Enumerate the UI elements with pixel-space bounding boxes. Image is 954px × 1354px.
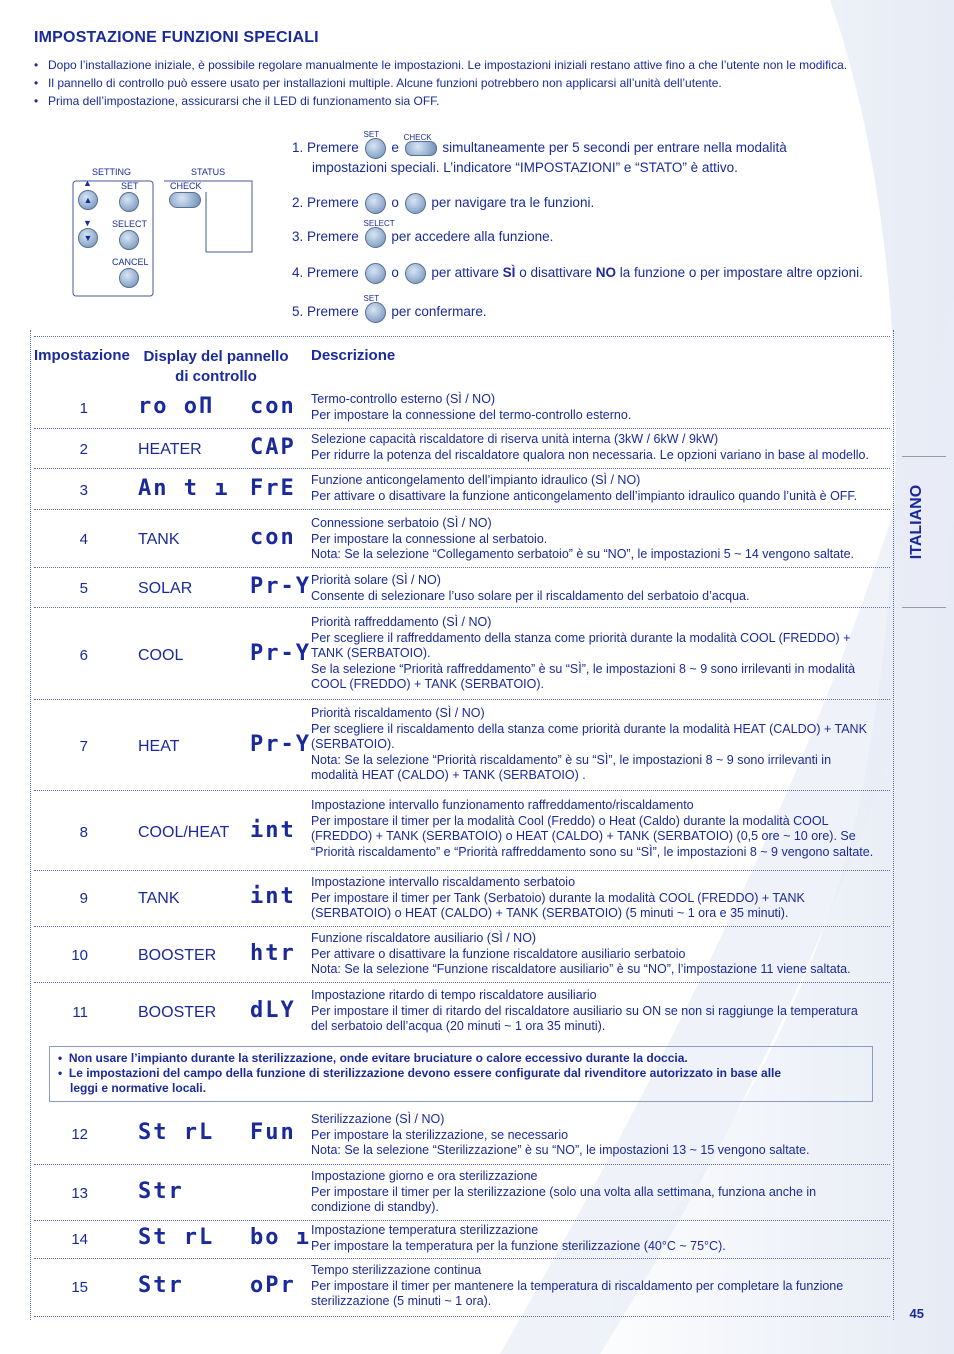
language-tab [902,456,946,608]
description-line: Per impostare il timer per Tank (Serbatoio) durante la modalità COOL (FREDDO) + TANK [311,890,805,905]
description-line: Per impostare il timer per la sterilizzazione (solo una volta alla settimana, funziona anche in [311,1184,817,1199]
row-separator [34,1258,890,1259]
setting-number: 9 [79,890,88,907]
bullet-1: • Dopo l’installazione iniziale, è possibile regolare manualmente le impostazioni. Le impostazioni iniziali restano attive fino a che l’utente non le modifica. [34,58,848,72]
description-line: TANK (SERBATOIO). [311,646,431,660]
header-display: Display del pannello di controllo [143,348,289,385]
description-line: Impostazione temperatura sterilizzazione [311,1223,539,1237]
up-button-icon [365,193,386,214]
display-label: SOLAR [138,580,193,597]
lcd-display-right: con [250,525,296,550]
down-button-icon [405,263,426,284]
description-line: Per impostare il timer di ritardo del riscaldatore ausiliario su ON se non si raggiunge la temperatura [311,1003,858,1018]
description-line: Per impostare la temperatura per la funzione sterilizzazione (40°C ~ 75°C). [311,1238,726,1253]
lcd-display-right: oPr [250,1273,296,1298]
step-5: 5. Premere SET per confermare. [292,302,912,323]
set-button-icon: SET [365,138,386,159]
description-line: condizione di standby). [311,1200,439,1214]
up-button-icon [365,263,386,284]
description-line: Nota: Se la selezione “Sterilizzazione” è su “NO”, le impostazioni 13 ~ 15 vengono saltate. [311,1143,810,1157]
page-number: 45 [909,1306,924,1321]
row-description [311,1169,891,1216]
lcd-display-right: Fun [250,1120,296,1145]
row-description [311,1223,891,1254]
section-title: IMPOSTAZIONE FUNZIONI SPECIALI [34,29,319,46]
setting-number: 8 [79,823,88,841]
description-line: (SERBATOIO). [311,737,395,751]
row-description [311,432,891,463]
row-description [311,875,891,922]
header-description: Descrizione [311,347,396,364]
description-line: Sterilizzazione (SÌ / NO) [311,1112,445,1126]
setting-number: 15 [71,1279,88,1296]
description-line: Priorità raffreddamento (SÌ / NO) [311,615,492,629]
row-separator [34,982,890,983]
row-separator [34,1164,890,1165]
display-label: HEAT [138,738,180,755]
row-separator [34,607,890,608]
display-label: TANK [138,890,180,907]
setting-number: 5 [79,580,88,597]
lcd-display-right: bo ı [250,1224,311,1250]
down-button-icon [405,193,426,214]
display-label: COOL/HEAT [138,823,230,841]
row-separator [34,699,890,700]
step-3: 3. Premere SELECT per accedere alla funzione. [292,227,912,248]
down-arrow-icon: ▼ [83,218,92,228]
description-line: Per impostare la connessione del termo-controllo esterno. [311,407,632,422]
row-description [311,1263,891,1310]
description-line: Per attivare o disattivare la funzione riscaldatore ausiliario serbatoio [311,946,686,961]
description-line: (SERBATOIO) o HEAT (CALDO) + TANK (SERBATOIO) (5 minuti ~ 1 ora e 35 minuti). [311,906,789,920]
bullet-3: • Prima dell’impostazione, assicurarsi che il LED di funzionamento sia OFF. [34,94,440,108]
display-label: TANK [138,531,180,548]
setting-number: 6 [79,647,88,664]
select-button-icon: SELECT [365,227,386,248]
description-line: COOL (FREDDO) + TANK (SERBATOIO). [311,677,545,691]
description-line: “Priorità riscaldamento” e “Priorità raffreddamento sono su “SÌ”, le impostazioni 8 ~ 9 vengono saltate. [311,844,874,859]
lcd-display-right: CAP [250,434,296,460]
down-button[interactable]: ▼ [78,228,98,248]
description-line: Per impostare il timer per mantenere la temperatura di riscaldamento per completare la funzione [311,1278,844,1293]
header-setting: Impostazione [34,347,130,364]
cancel-label: CANCEL [112,257,149,267]
row-separator [34,428,890,429]
description-line: Selezione capacità riscaldatore di riserva unità interna (3kW / 6kW / 9kW) [311,432,719,446]
select-label: SELECT [112,219,148,229]
check-label: CHECK [170,181,202,191]
panel-outline [72,180,254,298]
display-label: COOL [138,647,184,664]
description-line: Termo-controllo esterno (SÌ / NO) [311,392,496,406]
row-description [311,988,891,1035]
description-line: Per scegliere il raffreddamento della stanza come priorità durante la modalità COOL (FREDDO) + [311,630,851,645]
description-line: Funzione anticongelamento dell’impianto idraulico (SÌ / NO) [311,473,641,487]
setting-number: 12 [71,1126,88,1143]
status-label: STATUS [191,167,226,177]
description-line: Impostazione giorno e ora sterilizzazione [311,1169,538,1183]
lcd-display-left: An t ı [138,475,230,501]
row-description [311,798,891,860]
select-button[interactable] [119,230,139,250]
up-arrow-icon: ▲ [83,178,92,188]
description-line: Per impostare il timer per la modalità Cool (Freddo) o Heat (Caldo) durante la modalità COOL [311,813,829,828]
row-description [311,516,891,563]
up-button[interactable]: ▲ [78,190,98,210]
row-separator [34,509,890,510]
row-separator [34,926,890,927]
description-line: Consente di selezionare l’uso solare per il riscaldamento del serbatoio d’acqua. [311,588,750,603]
lcd-display-right: htr [250,940,296,966]
sterilization-warning: • Non usare l’impianto durante la sterilizzazione, onde evitare bruciature o calore eccessivo durante la doccia. • Le impostazioni del campo della funzione di sterilizzazione devono essere configurate dal rivenditore autorizzato in base alle leggi e normative locali. [49,1046,873,1102]
lcd-display-right: FrE [250,475,296,501]
bullet-2: • Il pannello di controllo può essere usato per installazioni multiple. Alcune funzioni potrebbero non applicarsi all’unità dell’utente. [34,76,722,90]
lcd-display-left: St rL [138,1120,215,1145]
row-description [311,1112,891,1159]
row-separator [34,1220,890,1221]
control-panel-illustration [72,167,252,295]
step-4: 4. Premere o per attivare SÌ o disattivare NO la funzione o per impostare altre opzioni. [292,263,912,284]
setting-number: 3 [79,481,88,499]
setting-number: 14 [71,1230,88,1248]
check-button[interactable] [169,192,201,208]
description-line: del serbatoio dell’acqua (20 minuti ~ 1 ora 35 minuti). [311,1019,606,1033]
lcd-display-left: St rL [138,1224,215,1250]
lcd-display-right: dLY [250,998,296,1023]
lcd-display-left: ro oΠ [138,394,215,419]
setting-label: SETTING [92,167,132,177]
row-description [311,931,891,978]
step-1: 1. Premere SET e CHECK simultaneamente per 5 secondi per entrare nella modalità impostazioni speciali. L’indicatore “IMPOSTAZIONI” e “STATO” è attivo. [292,130,787,175]
description-line: Impostazione intervallo funzionamento raffreddamento/riscaldamento [311,798,694,812]
lcd-display-left: Str [138,1178,184,1204]
lcd-display-left: Str [138,1273,184,1298]
lcd-display-right: Pr-Y [250,574,311,599]
description-line: Priorità solare (SÌ / NO) [311,573,441,587]
row-description [311,392,891,423]
lcd-display-right: Pr-Y [250,732,311,757]
lcd-display-right: Pr-Y [250,641,311,666]
setting-number: 10 [71,946,88,964]
lcd-display-right: int [250,884,296,909]
row-description [311,473,891,504]
display-label: BOOSTER [138,1004,217,1021]
description-line: Per attivare o disattivare la funzione anticongelamento dell’impianto idraulico quando l’unità è OFF. [311,488,858,503]
description-line: modalità HEAT (CALDO) + TANK (SERBATOIO) . [311,768,586,782]
row-separator [34,468,890,469]
setting-number: 1 [79,400,88,417]
lcd-display-right: int [250,817,296,843]
display-label: HEATER [138,440,202,458]
row-separator [34,567,890,568]
description-line: Per impostare la connessione al serbatoio. [311,531,548,546]
lcd-display-right: con [250,394,296,419]
description-line: Priorità riscaldamento (SÌ / NO) [311,706,485,720]
setting-number: 11 [72,1004,88,1021]
set-label: SET [121,181,139,191]
description-line: Impostazione intervallo riscaldamento serbatoio [311,875,576,889]
separator [34,336,890,337]
row-description [311,615,891,693]
description-line: Tempo sterilizzazione continua [311,1263,482,1277]
description-line: (FREDDO) + TANK (SERBATOIO) o HEAT (CALDO) + TANK (SERBATOIO) (0,5 ore ~ 10 ore). Se [311,829,856,843]
check-button-icon: CHECK [405,141,437,156]
description-line: Impostazione ritardo di tempo riscaldatore ausiliario [311,988,597,1002]
row-description [311,706,891,784]
description-line: Per scegliere il riscaldamento della stanza come priorità durante la modalità HEAT (CALDO) + TANK [311,721,867,736]
setting-number: 13 [71,1184,88,1202]
description-line: Nota: Se la selezione “Funzione riscaldatore ausiliario” è su “NO”, l’impostazione 11 viene saltata. [311,962,851,976]
description-line: Per impostare la sterilizzazione, se necessario [311,1127,569,1142]
setting-number: 4 [79,531,88,548]
row-separator [34,1316,890,1317]
cancel-button[interactable] [119,268,139,288]
row-separator [34,790,890,791]
description-line: Nota: Se la selezione “Collegamento serbatoio” è su “NO”, le impostazioni 5 ~ 14 vengono saltate. [311,547,855,561]
description-line: Per ridurre la potenza del riscaldatore qualora non necessaria. Le opzioni variano in base al modello. [311,447,869,462]
setting-number: 7 [79,738,88,755]
language-label: ITALIANO [908,484,925,560]
description-line: Nota: Se la selezione “Priorità riscaldamento” è su “SÌ”, le impostazioni 8 ~ 9 sono irrilevanti in [311,752,832,767]
display-label: BOOSTER [138,946,217,964]
set-button-icon: SET [365,302,386,323]
setting-number: 2 [79,440,88,458]
description-line: Connessione serbatoio (SÌ / NO) [311,516,492,530]
step-2: 2. Premere o per navigare tra le funzioni. [292,193,912,214]
row-description [311,573,891,604]
description-line: Funzione riscaldatore ausiliario (SÌ / NO) [311,931,537,945]
description-line: Se la selezione “Priorità raffreddamento” è su “SÌ”, le impostazioni 8 ~ 9 sono irrilevanti in modalità [311,661,856,676]
row-separator [34,870,890,871]
description-line: sterilizzazione (5 minuti ~ 1 ora). [311,1294,492,1308]
set-button[interactable] [119,192,139,212]
